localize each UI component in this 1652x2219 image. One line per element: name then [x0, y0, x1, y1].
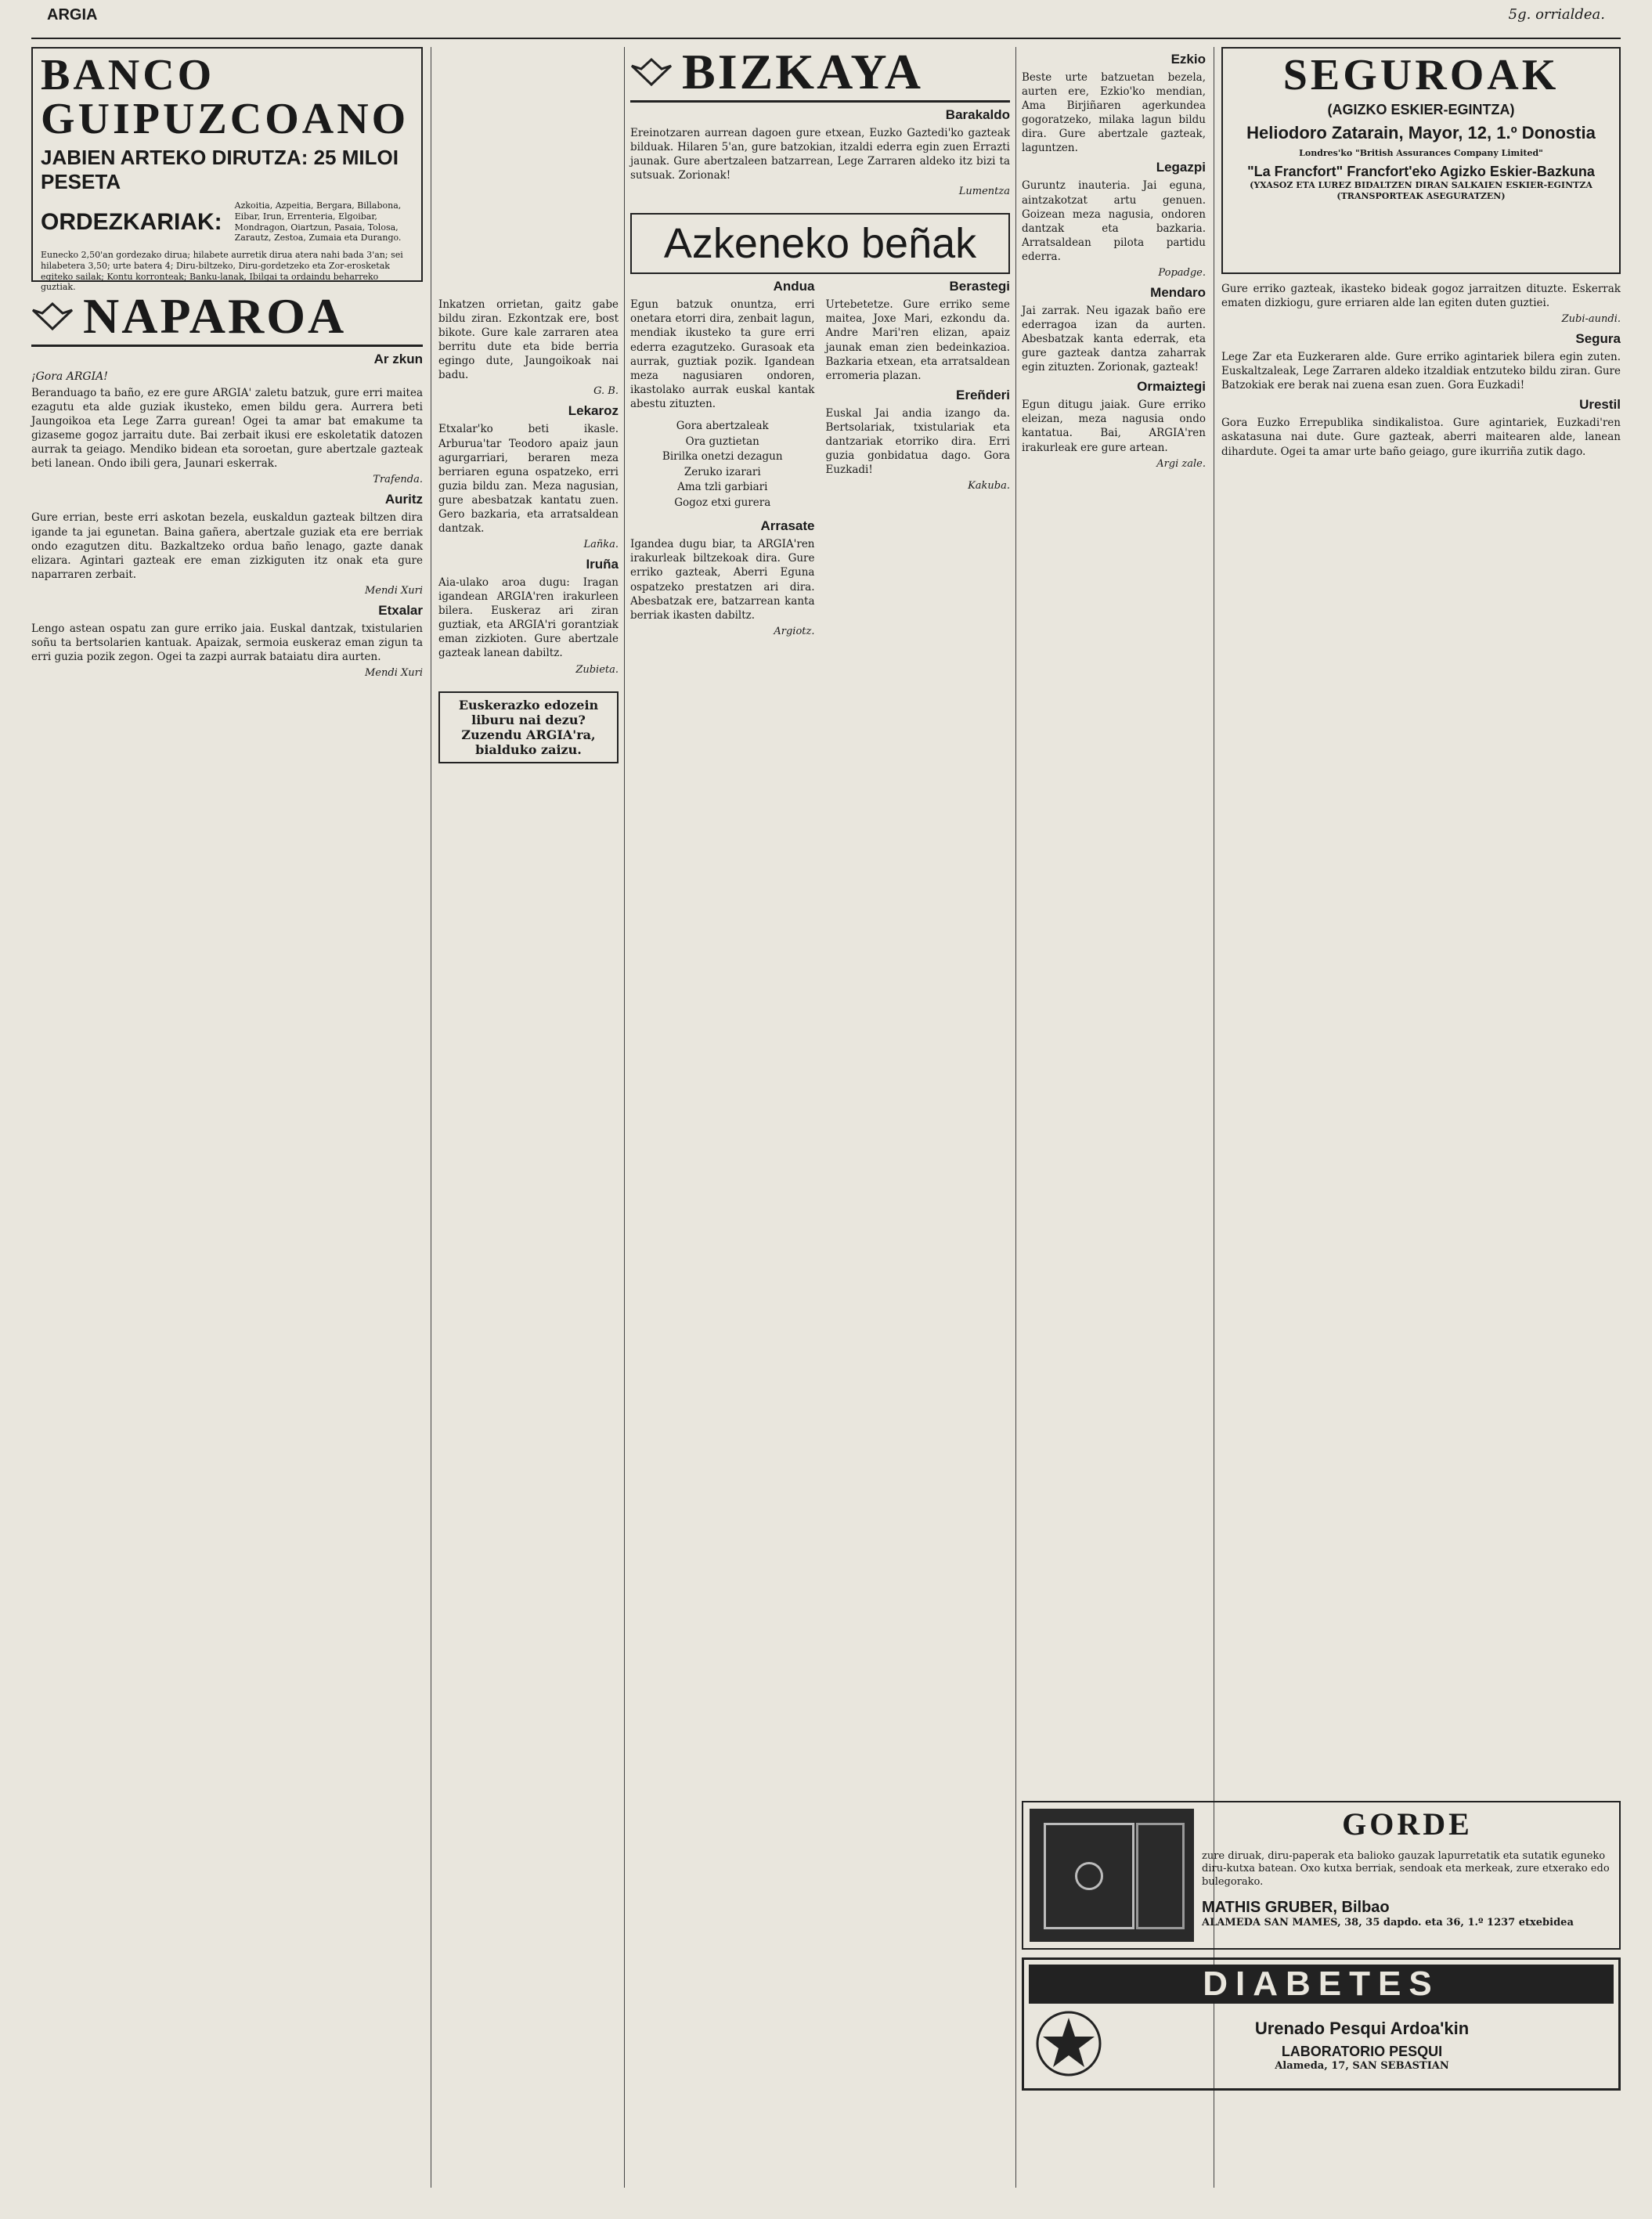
- article-body: Etxalar'ko beti ikasle. Arburua'tar Teodoro apaiz jaun agurgarriari, beraren meza berriaren eguna ospatzeko, erri guzia bildu zan. Meza nagusian, gure abesbatzak kantatu zuen. Gero bazkaria, eta arratsaldean dantzak.: [438, 423, 619, 536]
- col4-article: [1022, 52, 1206, 155]
- article-body: Jai zarrak. Neu igazak baño ere ederragoa izan da aurten. Abesbatzak kanta ederrak, eta gure gazteak dantza zaharrak egin zituzten. Zorionak, gazteak!: [1022, 304, 1206, 374]
- poem-line: Gora abertzaleak: [676, 419, 769, 432]
- seguroak-francfort: "La Francfort" Francfort'eko Agizko Eskier-Bazkuna: [1247, 163, 1595, 179]
- col2-article: [438, 557, 619, 675]
- article-place: Iruña: [586, 557, 619, 572]
- article-signature: Zubi-aundi.: [1561, 313, 1621, 326]
- article-signature: Argiotz.: [774, 625, 815, 637]
- col5-article: [1221, 282, 1621, 325]
- column-3: [630, 44, 1010, 2188]
- page-number: 5g. orrialdea.: [1508, 6, 1605, 23]
- article-body: Lengo astean ospatu zan gure erriko jaia. Euskal dantzak, txistularien soñu ta bertsolarien kantuak. Apaizak, sermoia euskeraz eman zigun ta erri guzia pozik zegon. Ogei ta zazpi aurrak bataiatu dira aurten.: [31, 622, 423, 664]
- article-signature: Lañka.: [583, 539, 619, 551]
- col5-article: [1221, 331, 1621, 392]
- bizkaya-title: BIZKAYA: [682, 44, 923, 99]
- article-signature: Lumentza: [958, 186, 1010, 198]
- col2-article: [438, 298, 619, 397]
- naparoa-title: NAPAROA: [83, 288, 347, 344]
- article-place: Ezkio: [1170, 52, 1206, 67]
- article-place: Urestil: [1579, 397, 1621, 413]
- col5-article: [1221, 397, 1621, 458]
- naparoa-article: [31, 492, 423, 596]
- article-body: Igandea dugu biar, ta ARGIA'ren irakurleak biltzekoak dira. Gure erriko gazteak, Aberri Eguna ospatzeko prestatzen ari dira. Abesbatzak ere, batzarrean kanta berriak ikasten dabiltz.: [630, 538, 815, 622]
- gorde-body: zure diruak, diru-paperak eta balioko gauzak lapurretatik eta sutatik eguneko diru-kutxa batean. Oxo kutxa berriak, sendoak eta merkeak, zure etxerako edo bulegorako.: [1202, 1850, 1610, 1888]
- article-place: Barakaldo: [945, 107, 1010, 122]
- banco-terms: Eunecko 2,50'an gordezako dirua; hilabete aurretik dirua atera nahi bada 3'an; sei hilabetera 3,50; urte batera 4; Diru-biltzeko, Diru-gordetzeko eta Zor-erosketak egiteko sailak; Kontu korronteak; Banku-lanak, Ibilgai ta ordaindu beharreko guztiak.: [41, 250, 403, 293]
- poem-line: Birilka onetzi dezagun: [662, 450, 783, 464]
- article-signature: Kakuba.: [968, 480, 1010, 493]
- banco-title: BANCO GUIPUZCOANO: [41, 51, 409, 143]
- safe-knob: [1075, 1862, 1103, 1890]
- article-place: Ereñderi: [956, 387, 1010, 402]
- article-body: Egun ditugu jaiak. Gure erriko eleizan, meza nagusia ondo kantatua. Bai, ARGIA'ren irakurleak ere gure artean.: [1022, 399, 1206, 454]
- banco-guipuzcoano-ad: [31, 47, 423, 293]
- azkeneko-right: [826, 274, 1011, 643]
- col4-article: [1022, 285, 1206, 374]
- seguroak-ad: [1221, 47, 1621, 274]
- seguroak-agent: Heliodoro Zatarain, Mayor, 12, 1.º Donostia: [1246, 123, 1596, 143]
- col4-article: [1022, 379, 1206, 469]
- arrano-emblem-icon: [31, 301, 74, 332]
- azkeneko-columns: [630, 274, 1010, 643]
- column-rule: [1015, 47, 1016, 2188]
- gorde-text: [1202, 1806, 1613, 1942]
- article-signature: Argi zale.: [1156, 457, 1206, 470]
- naparoa-header: [31, 288, 423, 347]
- seguroak-company: Londres'ko "British Assurances Company Limited": [1299, 148, 1543, 158]
- article-body: Aia-ulako aroa dugu: Iragan igandean ARGIA'ren irakurleen bilera. Euskeraz ari ziran guztiak, eta ARGIA'ri gorantziak eman zizkioten. Gure abertzale gazteak lanean dabiltz.: [438, 576, 619, 660]
- poem-line: Ora guztietan: [685, 435, 759, 448]
- article-body: Gure erriko gazteak, ikasteko bideak gogoz jarraitzen dituzte. Eskerrak ematen dizkiogu, gure erriaren alde lan egiten duten guztiei.: [1221, 283, 1621, 310]
- col2-article: [438, 403, 619, 550]
- column-rule: [624, 47, 625, 2188]
- gorde-ad: [1022, 1801, 1621, 1950]
- star-seal-icon: [1033, 2008, 1104, 2079]
- bizkaya-header: [630, 44, 1010, 103]
- banco-cities: Azkoitia, Azpeitia, Bergara, Billabona, Eibar, Irun, Errenteria, Elgoibar, Mondragon, Oiartzun, Pasaia, Tolosa, Zarautz, Zestoa, Zumaia eta Durango.: [234, 200, 402, 244]
- poem: [630, 419, 815, 511]
- seguroak-note: (YXASOZ ETA LUREZ BIDALTZEN DIRAN SALKAIEN ESKIER-EGINTZA (TRANSPORTEAK ASEGURATZEN): [1250, 179, 1592, 201]
- article-intro: ¡Gora ARGIA!: [31, 370, 108, 383]
- article-place: Arrasate: [760, 518, 815, 534]
- banco-agents-row: [41, 200, 413, 244]
- gorde-address: ALAMEDA SAN MAMES, 38, 35 dapdo. eta 36, 1.º 1237 etxebidea: [1202, 1916, 1574, 1929]
- article-place: Lekaroz: [568, 403, 619, 419]
- article-signature: Popadge.: [1158, 266, 1206, 279]
- column-1: [31, 47, 423, 2188]
- article-place: Ormaiztegi: [1137, 379, 1206, 395]
- article-body: Lege Zar eta Euzkeraren alde. Gure erriko agintariek bilera egin zuten. Euskaltzaleak, Lege Zarraren aldeko itzaldiak entzuteko bildu ziran. Gure Batzokiak ere berak nai zuena esan zuen. Gora Euzkadi!: [1221, 351, 1621, 392]
- article-place: Andua: [773, 279, 815, 294]
- article-body: Euskal Jai andia izango da. Bertsolariak, txistulariak eta dantzariak etorriko dira. Erri guzia gonbidatua dago. Gora Euzkadi!: [825, 406, 1010, 477]
- diabetes-title: DIABETES: [1029, 1965, 1614, 2004]
- bottom-ads: [1022, 1801, 1621, 2091]
- safe-side: [1136, 1823, 1185, 1929]
- gorde-title: GORDE: [1342, 1806, 1473, 1842]
- diabetes-ad: [1022, 1957, 1621, 2091]
- article-body: Urtebetetze. Gure erriko seme maitea, Joxe Mari, ezkondu da. Andre Mari'ren elizan, apaiz jaunak eman zien bedeinkazioa. Bazkaria etxean, eta arratsaldean erromeria plazan.: [825, 298, 1010, 382]
- article-signature: G. B.: [593, 385, 619, 398]
- naparoa-article: [31, 603, 423, 679]
- banco-subtitle: JABIEN ARTEKO DIRUTZA: 25 MILOI PESETA: [41, 146, 399, 193]
- article-body: Egun batzuk onuntza, erri onetara etorri dira, zenbait lagun, mendiak ikusteko ta gure erri ederra ezagutzeko. Gurasoak eta aurrak, guztiak pozik. Igandean meza nagusiaren ondoren, ikastolako aurrak euskal kantak abestu zituzten.: [630, 298, 815, 410]
- naparoa-article: [31, 352, 423, 485]
- poem-line: Zeruko izarari: [684, 465, 761, 478]
- gorde-brand: MATHIS GRUBER, Bilbao: [1202, 1898, 1390, 1916]
- diabetes-line3: Alameda, 17, SAN SEBASTIAN: [1275, 2060, 1449, 2073]
- article-body: Ereinotzaren aurrean dagoen gure etxean, Euzko Gaztedi'ko gazteak bilduak. Hilaren 5'an, gure batzokian, itzaldi ederra egin zuen Errazti jaunak. Gure abertzaleen batzarrean, Lege Zarraren aldeko itz bizi ta sutsuak. Zorionak!: [630, 127, 1010, 182]
- masthead: [31, 0, 1621, 39]
- article-place: Mendaro: [1150, 284, 1206, 300]
- masthead-left: ARGIA: [47, 6, 98, 23]
- banco-agents-label: ORDEZKARIAK:: [41, 208, 222, 235]
- article-body: Gora Euzko Errepublika sindikalistoa. Gure agintariek, Euzkadi'ren askatasuna nai dute. Gure gazteak, aberri maitearen alde, lanean dihardute. Ogei ta amar urte baño geiago, gure ikurriña zutik dago.: [1221, 417, 1621, 458]
- article-body: Inkatzen orrietan, gaitz gabe bildu ziran. Ezkontzak ere, bost bikote. Gure kale zarraren atea berritu dute eta bide berria egingo dute, Jaungoikoak nai badu.: [438, 298, 619, 382]
- article-signature: Mendi Xuri: [365, 667, 423, 680]
- article-place: Etxalar: [378, 602, 423, 618]
- arrano-emblem-icon: [630, 56, 673, 88]
- poem-line: Gogoz etxi gurera: [674, 496, 771, 509]
- article-signature: Trafenda.: [373, 474, 423, 486]
- seguroak-title: SEGUROAK: [1282, 51, 1560, 99]
- article-place: Berastegi: [949, 279, 1010, 294]
- article-body: Beranduago ta baño, ez ere gure ARGIA' zaletu batzuk, gure erri maitea ezagutu eta alde guziak ikusteko, emen bildu gera. Aurrera beti Jaungoikoa eta Lege Zarra gurean! Ogei ta amar bat emakume ta gizaseme gogoz jarraitu dute. Bai zerbait ikusi ere eskoletatik datozen aurrak ta geiago. Mendiko bidean eta soroetan, gure abertzale gazteak beti lanean. Ondo ibili gera, Jaunari eskerrak.: [31, 387, 423, 471]
- article-body: Gure errian, beste erri askotan bezela, euskaldun gazteak biltzen dira igande ta jai egunetan. Baina gañera, abertzale guziak eta ere berriak ondo ezagutzen ditu. Bazkaltzeko ordua baño lenago, gazte danak elizara. Agintari gazteak ere eman zizkiguten itz onak eta gure naparraren zerbait.: [31, 511, 423, 581]
- article-body: Beste urte batzuetan bezela, aurten ere, Ezkio'ko mendian, Ama Birjiñaren agerkundea gogoratzeko, milaka lagun bildu dira. Gure abertzale gazteak, laguntzen.: [1022, 71, 1206, 155]
- azkeneko-left: [630, 274, 815, 643]
- article-place: Ar zkun: [373, 352, 423, 366]
- azkeneko-berriak-box: [630, 213, 1010, 274]
- article-place: Auritz: [384, 492, 423, 507]
- diabetes-text: [1115, 2014, 1609, 2073]
- article-place: Legazpi: [1156, 160, 1206, 175]
- bizkaya-article: [630, 107, 1010, 197]
- diabetes-line1: Urenado Pesqui Ardoa'kin: [1254, 2019, 1470, 2039]
- diabetes-line2: LABORATORIO PESQUI: [1281, 2044, 1443, 2060]
- article-place: Segura: [1575, 331, 1621, 347]
- diabetes-body: [1029, 2004, 1614, 2084]
- azkeneko-title: Azkeneko beñak: [663, 220, 977, 268]
- strongbox-image: [1030, 1809, 1194, 1942]
- article-signature: Zubieta.: [575, 663, 619, 676]
- seguroak-subtitle: (AGIZKO ESKIER-EGINTZA): [1327, 102, 1515, 117]
- col4-article: [1022, 160, 1206, 278]
- book-notice: Euskerazko edozein liburu nai dezu? Zuzendu ARGIA'ra, bialduko zaizu.: [438, 691, 619, 763]
- article-body: Guruntz inauteria. Jai eguna, aintzakotzat artu genuen. Goizean meza nagusia, ondoren dantzak eta bazkaria. Arratsaldean pilota partidu ederra.: [1022, 179, 1206, 263]
- article-signature: Mendi Xuri: [365, 584, 423, 597]
- poem-line: Ama tzli garbiari: [677, 481, 768, 494]
- column-2: [438, 298, 619, 2188]
